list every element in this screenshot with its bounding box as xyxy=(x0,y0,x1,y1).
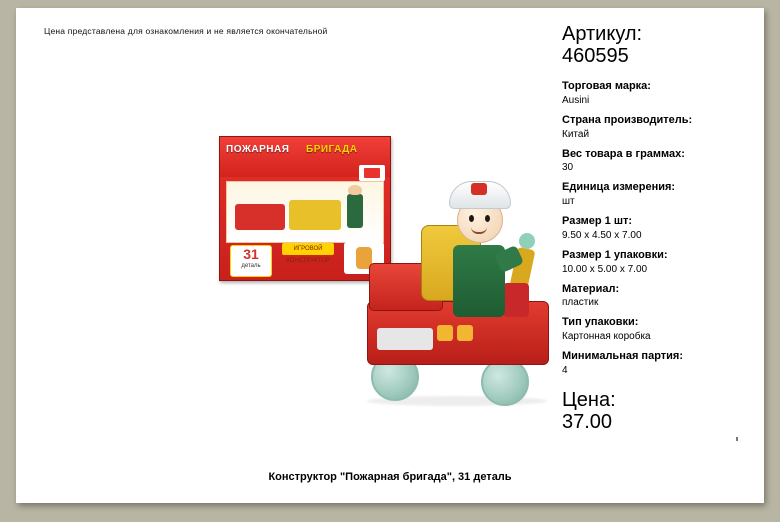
spec-key: Страна производитель: xyxy=(562,113,693,126)
toy-headlight-right xyxy=(457,325,473,341)
page-mark xyxy=(736,437,738,441)
toy-truck-grille xyxy=(377,328,433,350)
spec-row-weight xyxy=(562,148,750,175)
spec-value: шт xyxy=(562,196,575,207)
spec-row-country xyxy=(562,114,750,141)
spec-row-item-size xyxy=(562,215,750,242)
product-image xyxy=(191,118,581,448)
spec-key: Размер 1 упаковки: xyxy=(562,248,668,261)
box-tagline: ИГРОВОЙ КОНСТРУКТОР xyxy=(282,243,334,255)
toy-seat xyxy=(503,283,529,317)
product-sheet xyxy=(16,8,764,503)
toy-headlight-left xyxy=(437,325,453,341)
piece-count-number: 31 xyxy=(243,246,259,262)
spec-key: Вес товара в граммах: xyxy=(562,147,685,160)
piece-count-word: деталь xyxy=(241,263,261,269)
toy-model-image xyxy=(361,153,581,438)
spec-key: Минимальная партия: xyxy=(562,350,683,362)
spec-key: Тип упаковки: xyxy=(562,316,639,329)
spec-row-unit xyxy=(562,181,750,208)
box-photo-red-truck xyxy=(235,204,285,230)
price-disclaimer: Цена представлена для ознакомления и не является окончательной xyxy=(44,26,328,36)
spec-value: Ausini xyxy=(562,94,590,106)
toy-figure-eye-right xyxy=(485,215,490,222)
spec-value: Китай xyxy=(562,128,590,140)
spec-key: Размер 1 шт: xyxy=(562,215,633,227)
spec-row-min-batch xyxy=(562,350,750,377)
spec-key: Единица измерения: xyxy=(562,181,676,194)
spec-row-package-size xyxy=(562,249,750,276)
spec-key: Торговая марка: xyxy=(562,80,651,92)
box-photo-yellow-truck xyxy=(289,200,341,230)
box-title-part2: БРИГАДА xyxy=(306,144,358,155)
spec-value: Картонная коробка xyxy=(562,331,651,342)
spec-value: 30 xyxy=(562,162,574,174)
toy-helmet-badge-icon xyxy=(471,183,487,195)
spec-value: 9.50 x 4.50 x 7.00 xyxy=(562,229,642,241)
sku-label: Артикул: xyxy=(562,23,643,45)
toy-wheel-rear xyxy=(481,358,529,406)
box-title-part1: ПОЖАРНАЯ xyxy=(226,144,290,155)
price-value: 37.00 xyxy=(562,410,613,433)
spec-value: пластик xyxy=(562,297,599,309)
product-caption: Конструктор "Пожарная бригада", 31 деталь xyxy=(268,471,512,483)
spec-row-brand xyxy=(562,80,750,107)
spec-value: 4 xyxy=(562,364,568,376)
spec-key: Материал: xyxy=(562,282,620,295)
spec-row-package-type xyxy=(562,316,750,343)
sku-value: 460595 xyxy=(562,45,629,67)
product-info-panel xyxy=(562,24,750,434)
spec-row-material xyxy=(562,283,750,310)
toy-figure-eye-left xyxy=(469,215,474,222)
toy-figure-hand xyxy=(519,233,535,249)
spec-value: 10.00 x 5.00 x 7.00 xyxy=(562,263,648,275)
piece-count-badge xyxy=(230,245,272,277)
price-label: Цена: xyxy=(562,388,616,411)
